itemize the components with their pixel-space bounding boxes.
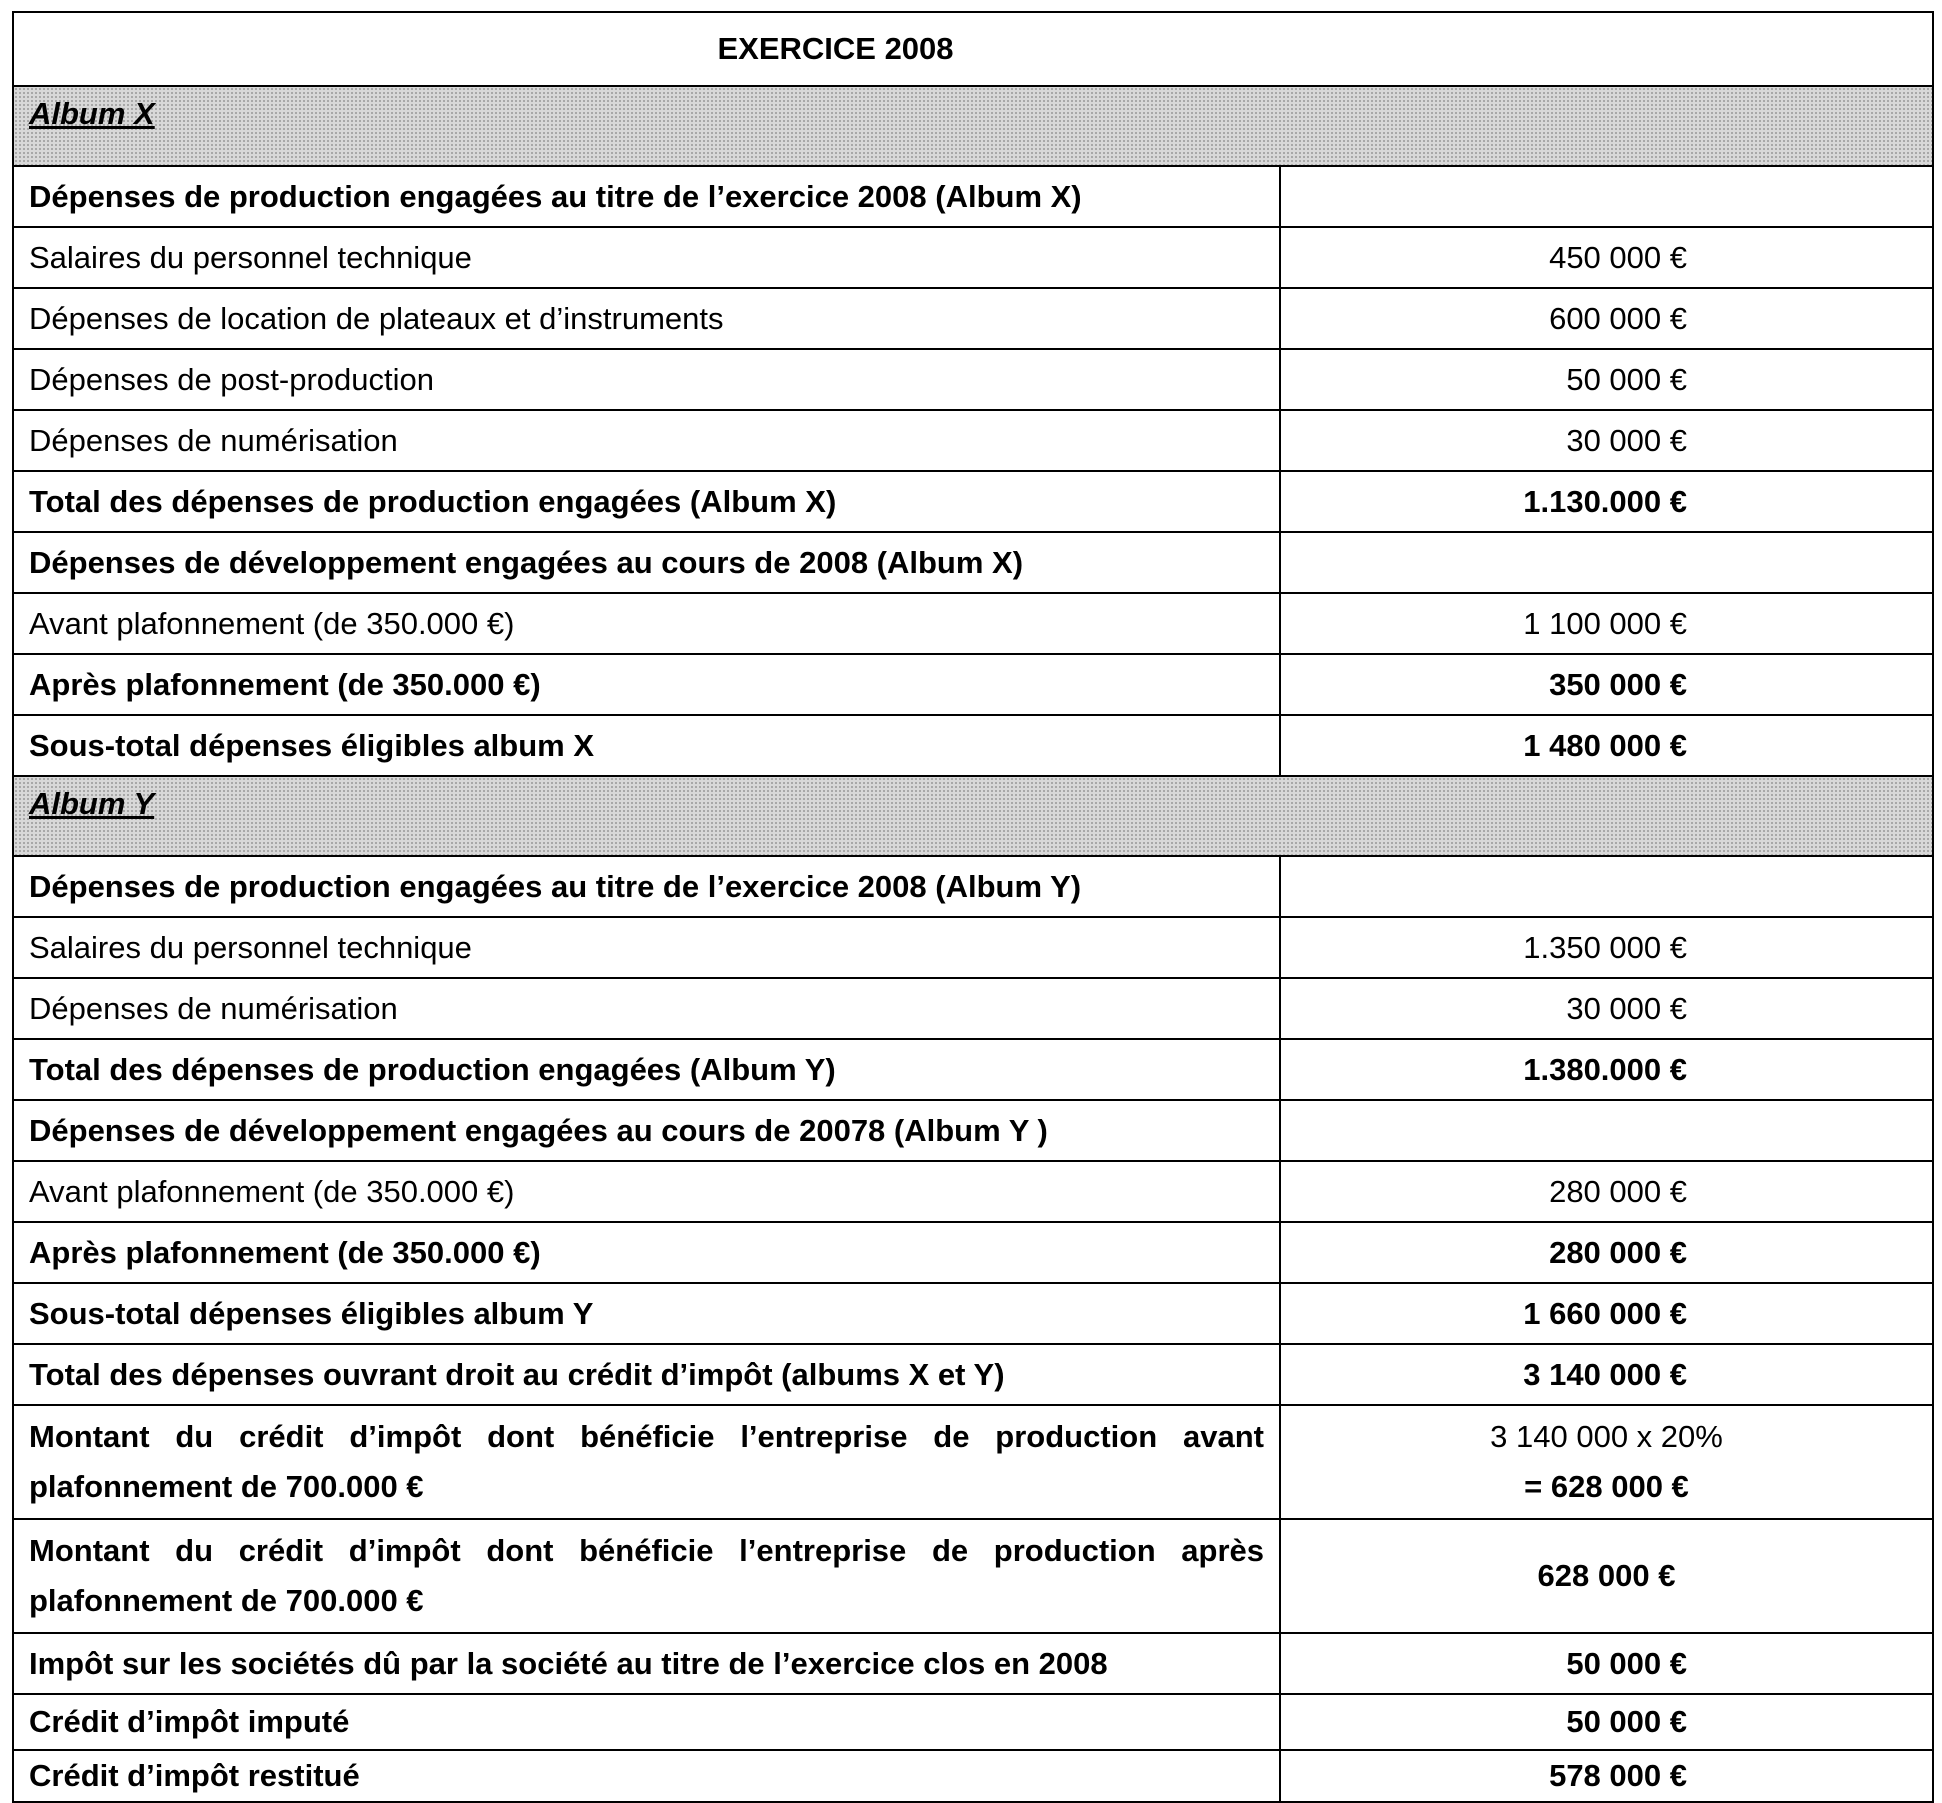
- row-label: Dépenses de post-production: [13, 349, 1280, 410]
- row-value: 600 000 €: [1280, 288, 1933, 349]
- table-row: [13, 1519, 1933, 1633]
- row-value: 350 000 €: [1280, 654, 1933, 715]
- row-label: Dépenses de location de plateaux et d’instruments: [13, 288, 1280, 349]
- row-value: 450 000 €: [1280, 227, 1933, 288]
- row-value: 1 100 000 €: [1280, 593, 1933, 654]
- credit-before-cap-result: = 628 000 €: [1524, 1469, 1689, 1504]
- row-label: Après plafonnement (de 350.000 €): [13, 654, 1280, 715]
- row-label: Dépenses de numérisation: [13, 978, 1280, 1039]
- table-row: [13, 349, 1933, 410]
- row-value: [1280, 1100, 1933, 1161]
- row-value: 1 480 000 €: [1280, 715, 1933, 776]
- credit-imputed-value: 50 000 €: [1280, 1694, 1933, 1750]
- table-row: [13, 1222, 1933, 1283]
- credit-before-cap-calc: 3 140 000 x 20%: [1490, 1419, 1723, 1454]
- table-row: [13, 166, 1933, 227]
- table-row: [13, 1161, 1933, 1222]
- row-label: Dépenses de production engagées au titre de l’exercice 2008 (Album Y): [13, 856, 1280, 917]
- table-row: [13, 715, 1933, 776]
- row-value: [1280, 166, 1933, 227]
- table-row: [13, 978, 1933, 1039]
- total-eligible-value: 3 140 000 €: [1280, 1344, 1933, 1405]
- row-label: Dépenses de développement engagées au cours de 20078 (Album Y ): [13, 1100, 1280, 1161]
- row-value: 280 000 €: [1280, 1222, 1933, 1283]
- row-value: 1.350 000 €: [1280, 917, 1933, 978]
- table-row: [13, 593, 1933, 654]
- table-row: [13, 532, 1933, 593]
- row-label: Salaires du personnel technique: [13, 917, 1280, 978]
- section-heading-album-x: Album X: [29, 96, 155, 131]
- credit-refunded-label: Crédit d’impôt restitué: [13, 1750, 1280, 1802]
- table-row: [13, 1633, 1933, 1694]
- table-row: [13, 654, 1933, 715]
- table-row: [13, 1694, 1933, 1750]
- section-album-y: [13, 776, 1933, 856]
- row-value: 30 000 €: [1280, 978, 1933, 1039]
- table-row: [13, 1344, 1933, 1405]
- row-value: 1.130.000 €: [1280, 471, 1933, 532]
- credit-after-cap-value: 628 000 €: [1280, 1519, 1933, 1633]
- table-row: [13, 1039, 1933, 1100]
- corporate-tax-label: Impôt sur les sociétés dû par la société au titre de l’exercice clos en 2008: [13, 1633, 1280, 1694]
- table-title-row: [13, 12, 1933, 86]
- table-row: [13, 227, 1933, 288]
- table-title: EXERCICE 2008: [13, 12, 1933, 86]
- row-label: Avant plafonnement (de 350.000 €): [13, 593, 1280, 654]
- row-value: 1 660 000 €: [1280, 1283, 1933, 1344]
- section-album-x: [13, 86, 1933, 166]
- row-label: Sous-total dépenses éligibles album X: [13, 715, 1280, 776]
- table-row: [13, 288, 1933, 349]
- row-value: 280 000 €: [1280, 1161, 1933, 1222]
- credit-before-cap-label: Montant du crédit d’impôt dont bénéficie l’entreprise de production avant plafonnement de 700.000 €: [13, 1405, 1280, 1519]
- section-heading-album-y: Album Y: [29, 786, 155, 821]
- credit-refunded-value: 578 000 €: [1280, 1750, 1933, 1802]
- corporate-tax-value: 50 000 €: [1280, 1633, 1933, 1694]
- row-value: [1280, 856, 1933, 917]
- row-label: Sous-total dépenses éligibles album Y: [13, 1283, 1280, 1344]
- row-label: Total des dépenses de production engagées (Album X): [13, 471, 1280, 532]
- row-label: Total des dépenses de production engagées (Album Y): [13, 1039, 1280, 1100]
- credit-after-cap-label: Montant du crédit d’impôt dont bénéficie l’entreprise de production après plafonnement de 700.000 €: [13, 1519, 1280, 1633]
- row-label: Après plafonnement (de 350.000 €): [13, 1222, 1280, 1283]
- row-value: 1.380.000 €: [1280, 1039, 1933, 1100]
- table-row: [13, 1405, 1933, 1519]
- row-value: 50 000 €: [1280, 349, 1933, 410]
- row-label: Salaires du personnel technique: [13, 227, 1280, 288]
- row-label: Avant plafonnement (de 350.000 €): [13, 1161, 1280, 1222]
- total-eligible-label: Total des dépenses ouvrant droit au crédit d’impôt (albums X et Y): [13, 1344, 1280, 1405]
- credit-imputed-label: Crédit d’impôt imputé: [13, 1694, 1280, 1750]
- table-row: [13, 1100, 1933, 1161]
- row-label: Dépenses de numérisation: [13, 410, 1280, 471]
- table-row: [13, 471, 1933, 532]
- row-label: Dépenses de production engagées au titre de l’exercice 2008 (Album X): [13, 166, 1280, 227]
- table-row: [13, 917, 1933, 978]
- row-value: 30 000 €: [1280, 410, 1933, 471]
- tax-credit-table: [12, 11, 1932, 1803]
- table-row: [13, 410, 1933, 471]
- row-value: [1280, 532, 1933, 593]
- table-row: [13, 1283, 1933, 1344]
- row-label: Dépenses de développement engagées au cours de 2008 (Album X): [13, 532, 1280, 593]
- table-row: [13, 856, 1933, 917]
- table-row: [13, 1750, 1933, 1802]
